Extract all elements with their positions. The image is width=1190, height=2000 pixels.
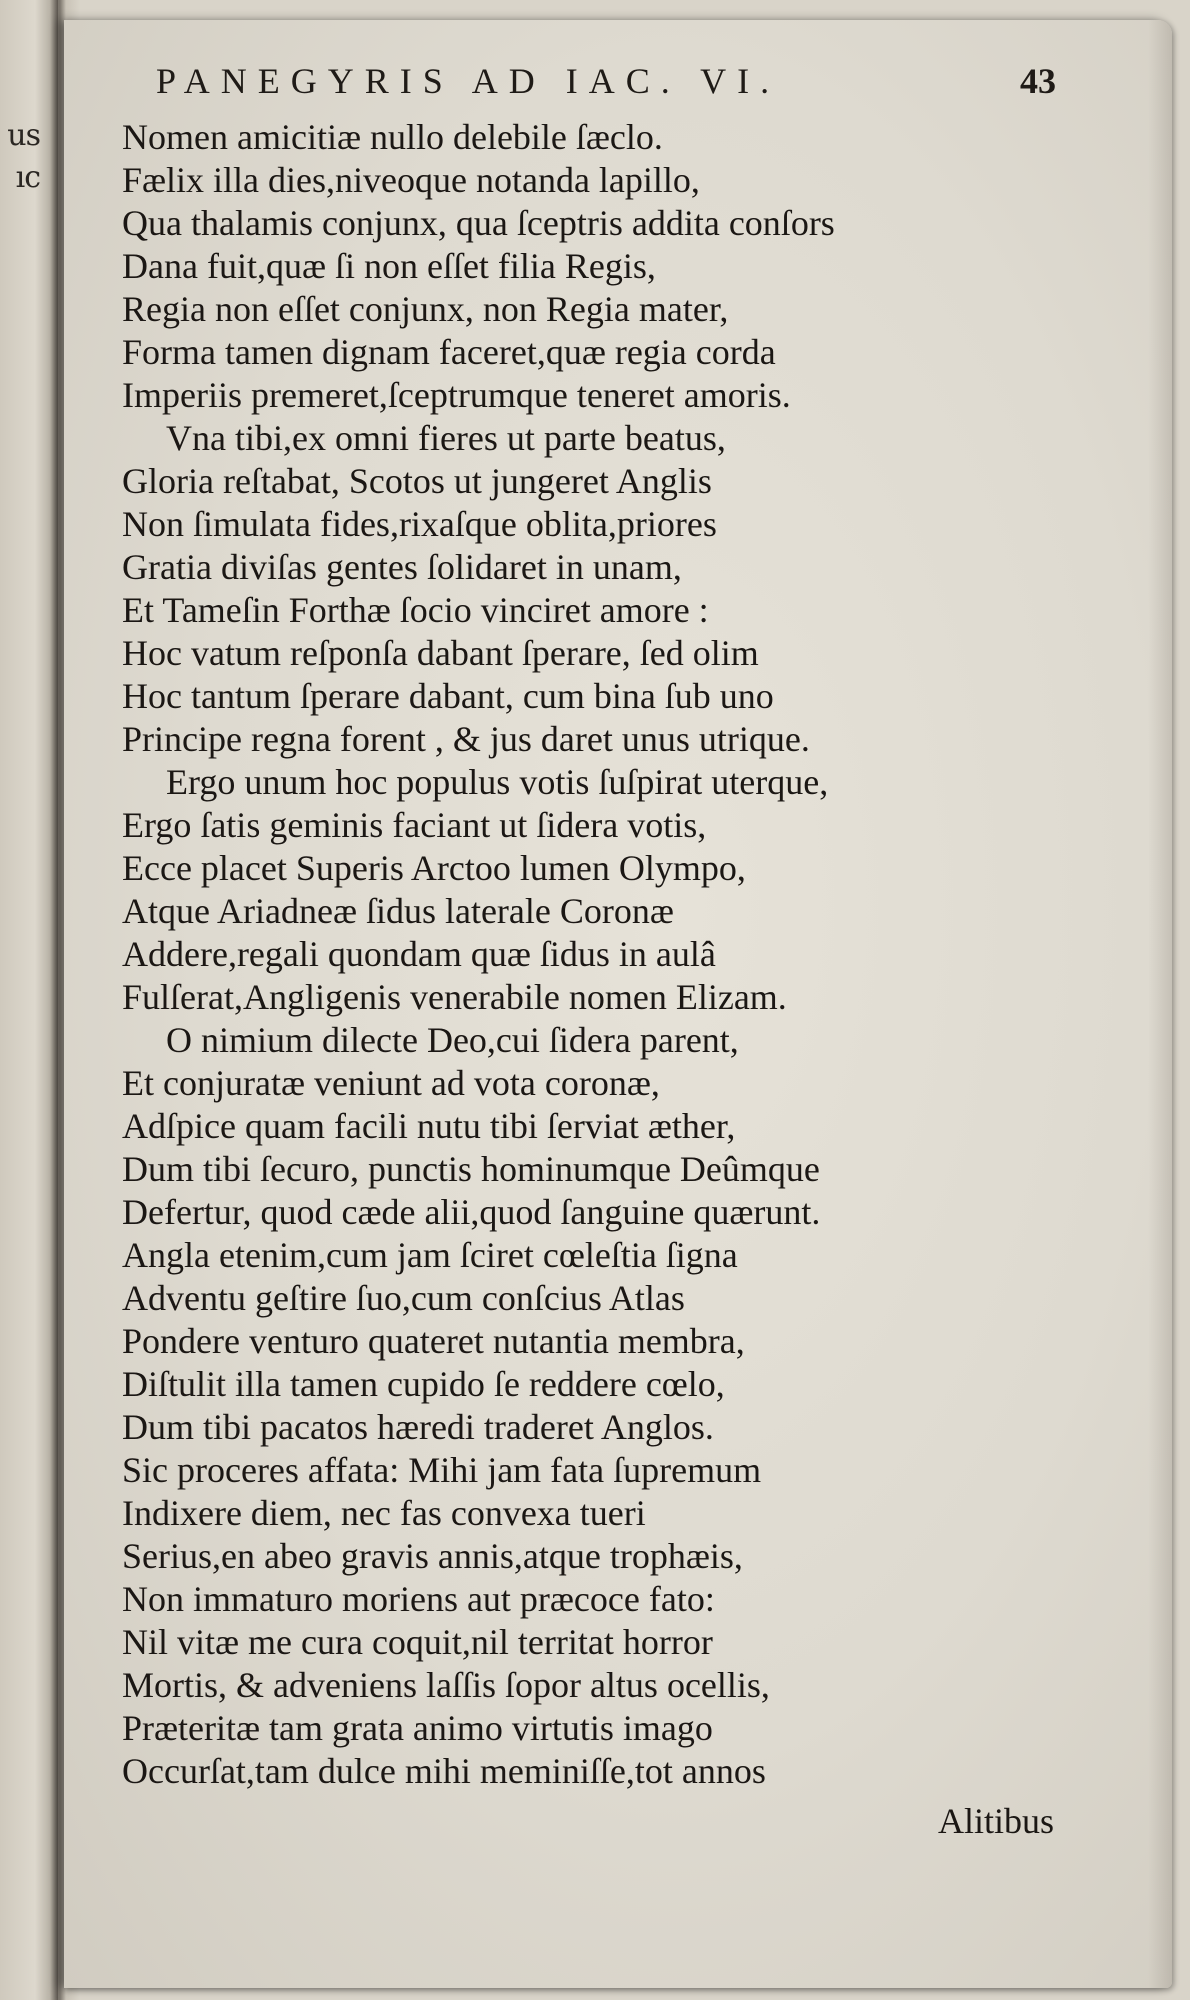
verse-line: Dana fuit,quæ ſi non eſſet filia Regis,	[122, 246, 656, 286]
catchword: Alitibus	[937, 1801, 1054, 1841]
verse-line: Diſtulit illa tamen cupido ſe reddere cœlo,	[122, 1364, 725, 1404]
verse-block	[122, 116, 1052, 1793]
verse-line: Pondere venturo quateret nutantia membra,	[122, 1321, 745, 1361]
verse-line: Præteritæ tam grata animo virtutis imago	[122, 1708, 713, 1748]
verse-line: Atque Ariadneæ ſidus laterale Coronæ	[122, 891, 674, 931]
verse-line: Gratia diviſas gentes ſolidaret in unam,	[122, 547, 682, 587]
verse-line: Fælix illa dies,niveoque notanda lapillo,	[122, 160, 700, 200]
verse-line: Addere,regali quondam quæ ſidus in aulâ	[122, 934, 716, 974]
verse-line: Adventu geſtire ſuo,cum conſcius Atlas	[122, 1278, 685, 1318]
verse-line: Nil vitæ me cura coquit,nil territat horror	[122, 1622, 713, 1662]
page-fore-edge-shadow	[1148, 20, 1172, 1988]
verse-line: Fulſerat,Angligenis venerabile nomen Elizam.	[122, 977, 787, 1017]
verse-line: Occurſat,tam dulce mihi meminiſſe,tot annos	[122, 1751, 766, 1791]
verse-line: Et conjuratæ veniunt ad vota coronæ,	[122, 1063, 660, 1103]
verse-line: Dum tibi ſecuro, punctis hominumque Deûmque	[122, 1149, 820, 1189]
verse-line: Ecce placet Superis Arctoo lumen Olympo,	[122, 848, 746, 888]
verse-line: Angla etenim,cum jam ſciret cœleſtia ſigna	[122, 1235, 738, 1275]
verse-line: Principe regna forent , & jus daret unus utrique.	[122, 719, 810, 759]
previous-page-edge	[0, 0, 58, 2000]
verse-line: Regia non eſſet conjunx, non Regia mater,	[122, 289, 729, 329]
margin-fragment: ıc	[15, 160, 40, 195]
verse-line: Et Tameſin Forthæ ſocio vinciret amore :	[122, 590, 709, 630]
verse-line: Sic proceres affata: Mihi jam fata ſupremum	[122, 1450, 762, 1490]
verse-line: Hoc tantum ſperare dabant, cum bina ſub uno	[122, 676, 774, 716]
verse-line: O nimium dilecte Deo,cui ſidera parent,	[166, 1020, 739, 1060]
verse-line: Dum tibi pacatos hæredi traderet Anglos.	[122, 1407, 714, 1447]
verse-line: Qua thalamis conjunx, qua ſceptris addita conſors	[122, 203, 835, 243]
page-header	[156, 60, 1056, 106]
verse-line: Gloria reſtabat, Scotos ut jungeret Anglis	[122, 461, 712, 501]
verse-line: Defertur, quod cæde alii,quod ſanguine quærunt.	[122, 1192, 821, 1232]
page-number: 43	[1020, 61, 1056, 101]
verse-line: Mortis, & adveniens laſſis ſopor altus ocellis,	[122, 1665, 770, 1705]
verse-line: Nomen amicitiæ nullo delebile ſæclo.	[122, 117, 663, 157]
verse-line: Vna tibi,ex omni fieres ut parte beatus,	[166, 418, 726, 458]
verse-line: Serius,en abeo gravis annis,atque trophæis,	[122, 1536, 743, 1576]
running-title: PANEGYRIS AD IAC. VI.	[156, 61, 781, 101]
verse-line: Non ſimulata fides,rixaſque oblita,priores	[122, 504, 717, 544]
verse-line: Hoc vatum reſponſa dabant ſperare, ſed olim	[122, 633, 759, 673]
verse-line: Ergo unum hoc populus votis ſuſpirat uterque,	[166, 762, 829, 802]
margin-fragment: us	[7, 118, 40, 153]
verse-line: Ergo ſatis geminis faciant ut ſidera votis,	[122, 805, 707, 845]
verse-line: Indixere diem, nec fas convexa tueri	[122, 1493, 646, 1533]
verse-line: Adſpice quam facili nutu tibi ſerviat æther,	[122, 1106, 736, 1146]
verse-line: Non immaturo moriens aut præcoce fato:	[122, 1579, 715, 1619]
verse-line: Imperiis premeret,ſceptrumque teneret amoris.	[122, 375, 791, 415]
verse-line: Forma tamen dignam faceret,quæ regia corda	[122, 332, 776, 372]
